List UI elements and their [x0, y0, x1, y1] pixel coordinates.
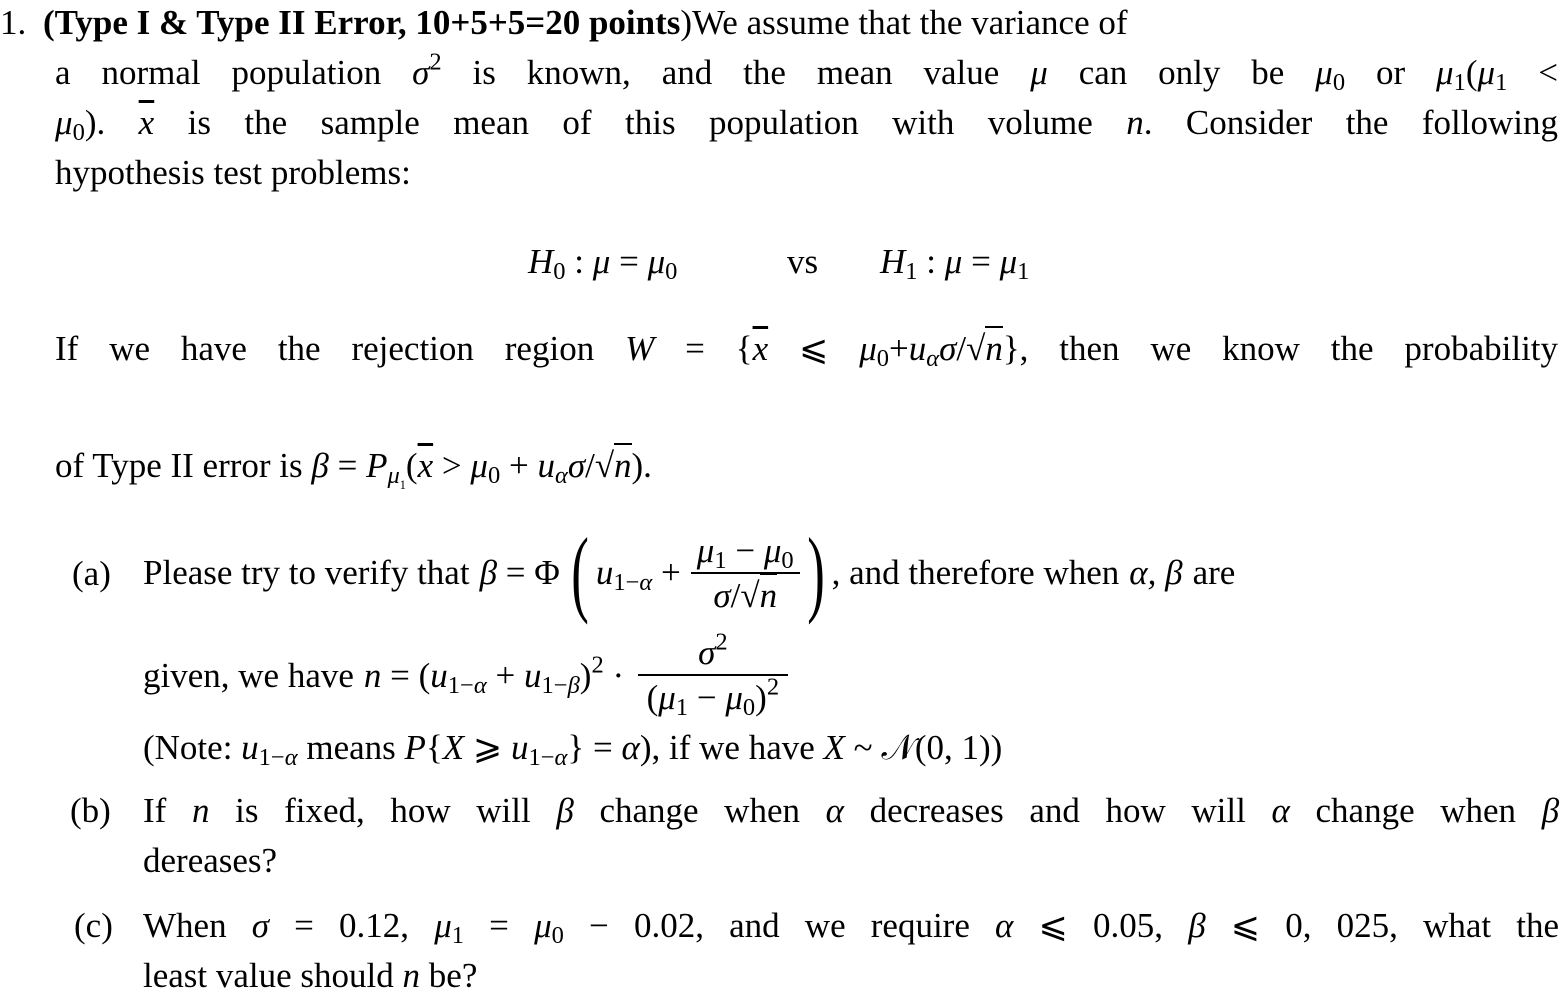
intro-line-2: a normal population $\sigma^2$ is known, and the mean value μ can only be $\mu_0$ or $\mu_1(\mu_1$ < [55, 48, 1559, 97]
part-b-line-2: dereases? [143, 841, 278, 880]
problem-heading: (Type I & Type II Error, 10+5+5=20 points) [43, 3, 693, 42]
rejection-line-2: of Type II error is $\beta = P_{\mu_1}(\overline{x} > \mu_0 + u_\alpha\sigma/√n)$. [55, 448, 652, 485]
problem-number: 1. [0, 3, 27, 42]
hypothesis-h0: $H_0$ : $\mu = \mu_0$ [528, 242, 678, 286]
problem-heading-line [0, 5, 1128, 40]
hypothesis-vs: vs [787, 242, 819, 281]
hypothesis-h1: $H_1$ : $\mu = \mu_1$ [880, 242, 1030, 286]
intro-line-4: hypothesis test problems: [55, 153, 411, 192]
part-a-label: (a) [72, 554, 111, 593]
part-a-note: (Note: $u_{1-\alpha}$ means P{X ⩾ $u_{1-\alpha}\} = \alpha$), if we have X ~ 𝒩(0, 1)) [143, 728, 1003, 772]
part-a-line-2: given, we have $n = (u_{1-\alpha} + u_{1-\beta})^2$ · $\frac{\sigma^2}{(\mu_1 - \mu_0)^2}$ [143, 625, 788, 725]
intro-line-1: We assume that the variance of [692, 3, 1128, 42]
part-c-label: (c) [74, 906, 113, 945]
part-c-line-2: least value should n be? [143, 956, 478, 995]
rejection-line-1: If we have the rejection region $W = \{\overline{x}$ ⩽ $\mu_0+u_\alpha\sigma/√n$}, then we know the probability [55, 331, 1558, 366]
part-a-line-1: Please try to verify that β = Φ ( $u_{1-\alpha}$ + $\frac{\mu_1 - \mu_0}{\sigma/√n}$ ) , and therefore when α, β are [143, 518, 1236, 626]
part-b-label: (b) [70, 791, 111, 830]
part-c-line-1: When σ = 0.12, $\mu_1 = \mu_0 - 0.02$, and we require α ⩽ 0.05, β ⩽ 0, 025, what the [143, 906, 1560, 950]
part-b-line-1: If n is fixed, how will β change when α decreases and how will α change when β [143, 791, 1560, 830]
intro-line-3: $\mu_0$). $\overline{x}$ is the sample mean of this population with volume n. Consider the following [55, 103, 1559, 147]
